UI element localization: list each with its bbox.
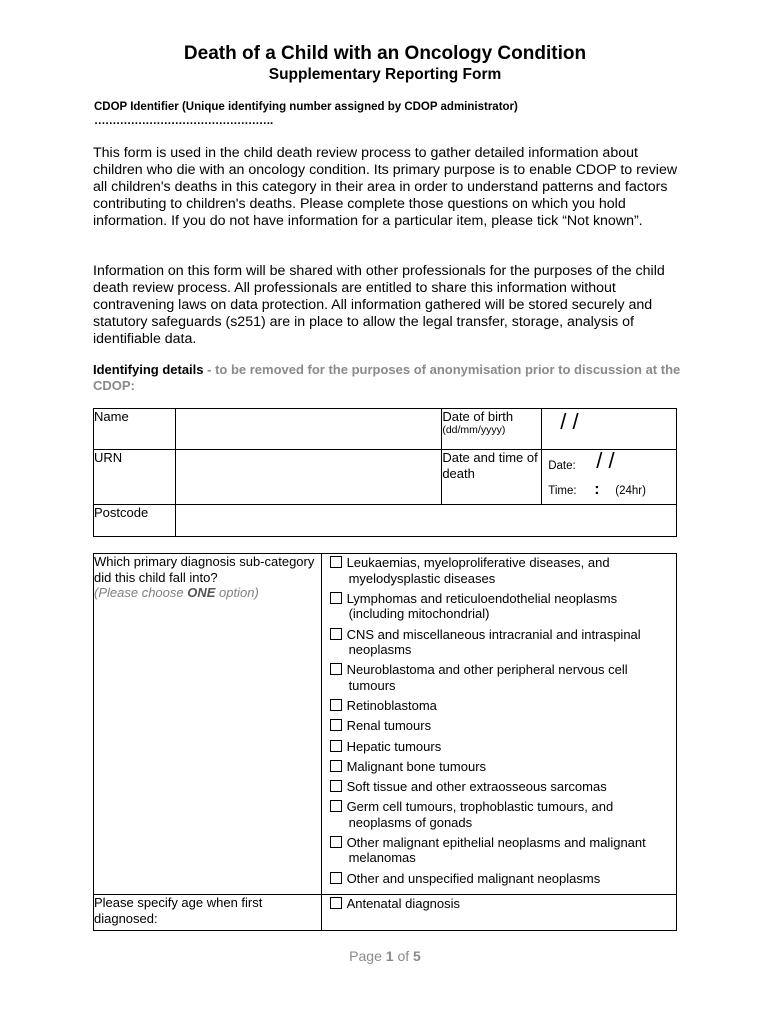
of-word: of	[393, 948, 414, 964]
diagnosis-option-label: Renal tumours	[346, 718, 432, 734]
diagnosis-option[interactable]	[330, 739, 670, 755]
diagnosis-question-cell	[94, 554, 322, 895]
cdop-identifier-field[interactable]: ………………………………………….	[94, 115, 273, 127]
intro-paragraph-2: Information on this form will be shared with other professionals for the purposes of the child death review process. All professionals are entitled to share this information without contravening laws on data protection. All information gathered will be stored securely and statutory safeguards (s251) are in place to allow the legal transfer, storage, analysis of identifiable data.	[93, 263, 665, 347]
death-date-label: Date:	[548, 460, 576, 472]
diagnosis-question: Which primary diagnosis sub-category did this child fall into?	[94, 554, 315, 585]
death-time-colon: :	[594, 481, 600, 498]
diagnosis-option[interactable]	[330, 698, 670, 714]
postcode-field[interactable]	[175, 505, 676, 537]
checkbox-icon[interactable]	[330, 897, 342, 909]
diagnosis-option[interactable]	[330, 662, 670, 693]
dob-slashes: / /	[560, 409, 579, 434]
checkbox-icon[interactable]	[330, 556, 342, 568]
diagnosis-option[interactable]	[330, 555, 670, 586]
diagnosis-option-label: Lymphomas and reticuloendothelial neoplasms (including mitochondrial)	[346, 590, 618, 622]
diagnosis-table	[93, 553, 677, 931]
diagnosis-instruction: (Please choose ONE option)	[94, 585, 259, 601]
death-date-slashes: / /	[596, 448, 615, 473]
death-label: Date and time of death	[442, 450, 542, 505]
diagnosis-option-label: CNS and miscellaneous intracranial and intraspinal neoplasms	[346, 626, 641, 658]
form-title: Death of a Child with an Oncology Condition	[183, 43, 587, 64]
postcode-label: Postcode	[94, 505, 176, 537]
age-question: Please specify age when first diagnosed:	[94, 895, 322, 931]
death-date-row	[548, 450, 670, 477]
checkbox-icon[interactable]	[330, 800, 342, 812]
diagnosis-option-label: Neuroblastoma and other peripheral nervous cell tumours	[346, 662, 628, 693]
identifying-heading-text: Identifying details	[93, 362, 204, 377]
diagnosis-option-label: Germ cell tumours, trophoblastic tumours, and neoplasms of gonads	[346, 799, 614, 830]
identifying-heading-note: - to be removed for the purposes of anonymisation prior to discussion at the CDOP:	[93, 362, 681, 393]
dob-label: Date of birth	[442, 409, 514, 424]
age-options-list	[322, 895, 676, 912]
total-pages: 5	[413, 948, 421, 964]
page-word: Page	[349, 948, 386, 964]
checkbox-icon[interactable]	[330, 592, 342, 604]
current-page: 1	[385, 948, 394, 964]
diagnosis-option-label: Other and unspecified malignant neoplasms	[346, 870, 601, 886]
checkbox-icon[interactable]	[330, 699, 342, 711]
checkbox-icon[interactable]	[330, 628, 342, 640]
diagnosis-option[interactable]	[330, 591, 670, 622]
diagnosis-option[interactable]	[330, 871, 670, 887]
diagnosis-options-cell	[321, 554, 676, 895]
checkbox-icon[interactable]	[330, 760, 342, 772]
checkbox-icon[interactable]	[330, 836, 342, 848]
diagnosis-options-list	[322, 554, 676, 894]
urn-label: URN	[94, 450, 176, 505]
death-time-row	[548, 477, 670, 501]
death-time-label: Time:	[548, 485, 577, 497]
checkbox-icon[interactable]	[330, 719, 342, 731]
name-label: Name	[94, 409, 176, 450]
name-field[interactable]	[175, 409, 441, 450]
diagnosis-option-label: Malignant bone tumours	[346, 758, 487, 774]
identifying-details-table	[93, 408, 677, 537]
age-option-label: Antenatal diagnosis	[346, 896, 461, 912]
identifying-details-heading	[93, 362, 683, 394]
death-datetime-field[interactable]	[542, 450, 677, 505]
diagnosis-option[interactable]	[330, 718, 670, 734]
checkbox-icon[interactable]	[330, 872, 342, 884]
form-subtitle: Supplementary Reporting Form	[268, 66, 502, 83]
diagnosis-option[interactable]	[330, 759, 670, 775]
diagnosis-option[interactable]	[330, 627, 670, 658]
diagnosis-option-label: Leukaemias, myeloproliferative diseases, and myelodysplastic diseases	[346, 555, 610, 586]
diagnosis-option-label: Retinoblastoma	[346, 698, 437, 714]
page-footer	[0, 948, 770, 964]
dob-field[interactable]	[542, 409, 677, 450]
age-options-cell	[321, 895, 676, 931]
diagnosis-option-label: Soft tissue and other extraosseous sarcomas	[346, 778, 607, 794]
intro-paragraph-1: This form is used in the child death review process to gather detailed information about children who die with an oncology condition. Its primary purpose is to enable CDOP to review all children's deaths in this category in their area in order to understand patterns and factors contributing to children's deaths. Please complete those questions on which you hold information. If you do not have information for a particular item, please tick “Not known”.	[93, 145, 678, 229]
diagnosis-option[interactable]	[330, 799, 670, 830]
diagnosis-option-label: Hepatic tumours	[346, 738, 442, 754]
dob-format: (dd/mm/yyyy)	[442, 424, 506, 436]
dob-label-cell	[442, 409, 542, 450]
cdop-identifier-label: CDOP Identifier (Unique identifying number assigned by CDOP administrator)	[94, 101, 518, 113]
checkbox-icon[interactable]	[330, 780, 342, 792]
diagnosis-option[interactable]	[330, 835, 670, 866]
diagnosis-option[interactable]	[330, 779, 670, 795]
diagnosis-option-label: Other malignant epithelial neoplasms and malignant melanomas	[346, 834, 646, 866]
urn-field[interactable]	[175, 450, 441, 505]
checkbox-icon[interactable]	[330, 663, 342, 675]
age-option[interactable]	[330, 896, 670, 912]
death-time-format: (24hr)	[615, 485, 646, 497]
checkbox-icon[interactable]	[330, 740, 342, 752]
